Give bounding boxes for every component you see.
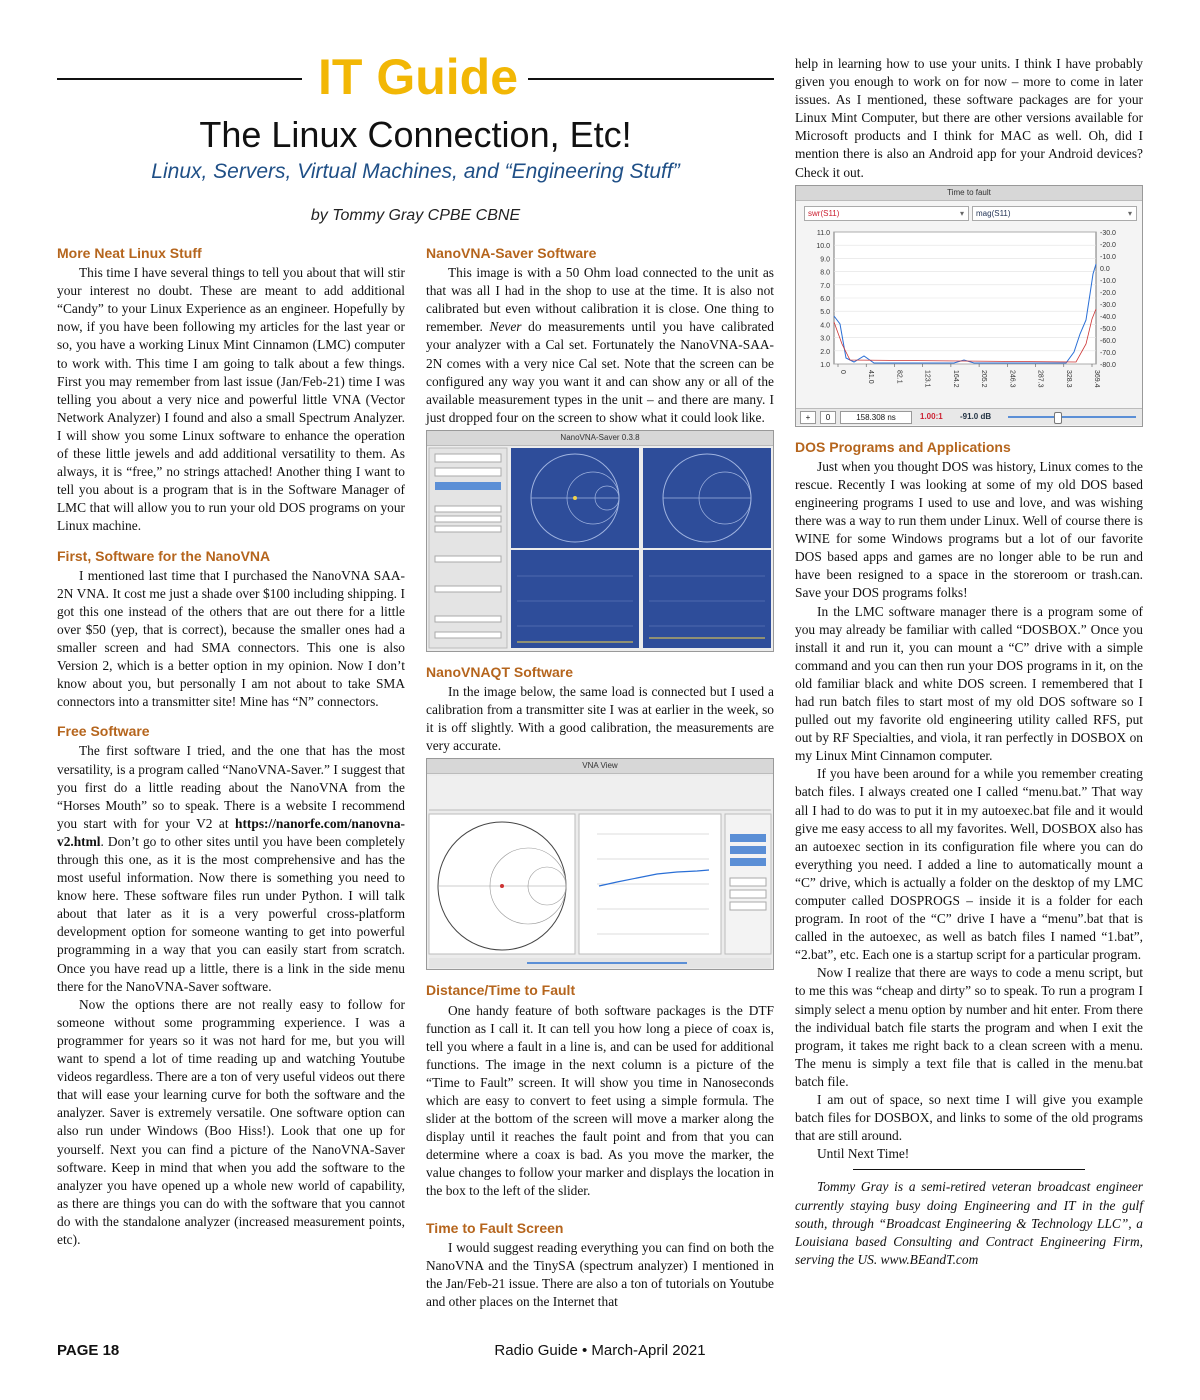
heading-nanovna-saver: NanoVNA-Saver Software (426, 245, 597, 261)
article-subtitle: Linux, Servers, Virtual Machines, and “Engineering Stuff” (151, 160, 680, 183)
x-tick-label: 123.1 (923, 369, 931, 388)
header-rule-right (528, 78, 774, 80)
x-tick-label: 0 (839, 369, 846, 374)
paragraph: Now the options there are not really easy to follow for someone without some programming experience. I was a programmer for years so it was not hard for me, but you will want to spend a lot of time reading up and watching Youtube videos regardless. There are a ton of very useful videos out there that will ease your learning curve for both the software and the analyzer. Saver is extremely versatile. One software option can also run under Windows (Boo Hiss!). Look that one up for yourself. Next you can find a picture of the NanoVNA-Saver software. Keep in mind that when you add the software to the analyzer you have opened up a whole new world of capability, as there are things you can do with the software that you cannot do with the standalone analyzer (increased measurement points, etc). (57, 996, 405, 1247)
y-left-tick-label: 9.0 (820, 256, 830, 264)
paragraph: Just when you thought DOS was history, Linux comes to the rescue. Recently I was looking at some of my old DOS based engineering programs I used to use and love, and was wishing there was a way to run them under Linux. Well of course there is WINE for some Windows programs but a lot of our favorite DOS based apps and games are no longer able to be run and have been resigned to a space in the storeroom or trash.can. Save your DOS programs folks! (795, 458, 1143, 601)
heading-software-nanovna: First, Software for the NanoVNA (57, 547, 271, 564)
x-tick-label: 246.3 (1008, 369, 1016, 388)
paragraph (57, 742, 405, 995)
text: . Don’t go to other sites until you have been completely through this one, as it is the most comprehensive and has the most useful information. Now there is something you need to know here. These software files run under Python. I will talk about that later as it is a very powerful cross-platform development option for someone wanting to get into powerful programming in a way that you can easily start from scratch. Once you have read up a little, there is a link in the side menu there for the NanoVNA-Saver software. (57, 833, 405, 994)
add-marker-button[interactable]: + (800, 411, 816, 424)
trace-select-left[interactable] (804, 206, 969, 221)
chevron-down-icon: ▾ (959, 208, 964, 218)
window-title: Time to fault (796, 186, 1142, 201)
paragraph: Now I realize that there are ways to code a menu script, but to me this was “cheap and dirty” so to speak. To run a program I simply select a menu option by number and hit enter. From there the individual batch file starts the program and when I exit the program, it takes me right back to a clean screen with a menu. The menu is simply a text file that is called in the menu.bat batch file. (795, 965, 1143, 1089)
text: This image is with a 50 Ohm load connected to the unit as that was all I had in the shop to use at the time. It is also not calibrated but even without calibration it is close. One thing to remember. (426, 265, 774, 335)
article-byline: by Tommy Gray CPBE CBNE (310, 207, 521, 224)
nanovnaqt-panels (427, 774, 773, 969)
swr-readout: 1.00:1 (920, 411, 943, 421)
x-tick-label: 328.3 (1064, 369, 1072, 388)
y-right-tick-label: -30.0 (1100, 301, 1116, 309)
y-right-tick-label: -70.0 (1100, 349, 1116, 357)
x-tick-label: 369.4 (1093, 369, 1100, 388)
paragraph: I am out of space, so next time I will give you example batch files for DOSBOX, and links to some of the old programs that are still around. (795, 1092, 1143, 1144)
header-rule-left (57, 78, 302, 80)
author-bio: Tommy Gray is a semi-retired veteran broadcast engineer currently staying busy doing Engineering and IT in the gulf south, through “Broadcast Engineering & Technology LLC”, a Louisiana based Consulting and Contract Engineering Firm, serving the US. www.BEandT.com (795, 1179, 1143, 1267)
chevron-down-icon: ▾ (1127, 208, 1132, 218)
x-tick-label: 205.2 (980, 369, 988, 388)
y-right-tick-label: 0.0 (1100, 265, 1110, 273)
y-right-tick-label: -50.0 (1100, 325, 1116, 333)
paragraph: help in learning how to use your units. I think I have probably given you enough to work on for now – more to come in later issues. As I mentioned, these software packages are for your Linux Mint Computer, but there are other versions available for Microsoft products and I think for MAC as well. Oh, did I mention there is also an Android app for your Android devices? Check it out. (795, 56, 1143, 180)
paragraph: I mentioned last time that I purchased the NanoVNA SAA-2N VNA. It cost me just a shade over $100 including shipping. I got this one instead of the others that are out there for a little over $50 (yep, that is correct), because the smaller ones had a smaller screen and had SMA connectors. This one is also Version 2, which is a better option in my opinion. Now I don’t know about you, but personally I am not about to take SMA connectors into a transmitter site! Mine has “N” connectors. (57, 567, 405, 710)
trace-select-right-value: mag(S11) (976, 208, 1011, 218)
marker-slider-handle[interactable] (1054, 412, 1062, 424)
section-brand: IT Guide (318, 49, 518, 105)
time-value-box[interactable]: 158.308 ns (840, 411, 912, 424)
paragraph: One handy feature of both software packages is the DTF function as I call it. It can tell you how long a piece of coax is, tell you where a fault in a line is, and can be used for additional functions. The image in the next column is a picture of the “Time to Fault” screen. It will show you time in Nanoseconds which are easy to convert to feet using a simple formula. The slider at the bottom of the screen will move a marker along the display until it reaches the fault point and from that you can determine where a coax is bad. As you move the marker, the value changes to follow your marker and displays the location in the box to the left of the slider. (426, 1002, 774, 1199)
y-right-tick-label: -10.0 (1100, 277, 1116, 285)
x-tick-label: 164.2 (951, 369, 959, 388)
paragraph: In the image below, the same load is connected but I used a calibration from a transmitter site I was at earlier in the week, so it is off slightly. With a good calibration, the measurements are very accurate. (426, 684, 774, 754)
article-title: The Linux Connection, Etc! (199, 114, 632, 155)
y-right-tick-label: -80.0 (1100, 361, 1116, 369)
y-right-tick-label: -10.0 (1100, 253, 1116, 261)
y-left-tick-label: 11.0 (816, 229, 830, 237)
x-tick-label: 82.1 (895, 369, 903, 384)
y-right-tick-label: -30.0 (1100, 229, 1116, 237)
y-right-tick-label: -40.0 (1100, 313, 1116, 321)
y-right-tick-label: -20.0 (1100, 241, 1116, 249)
y-left-tick-label: 7.0 (820, 282, 830, 290)
paragraph: This time I have several things to tell you about that will stir your interest no doubt. These are meant to add additional “Candy” to your Linux Experience as an engineer. Hopefully by now, if you have been following my articles for the last year or so, you have a working Linux Mint Cinnamon (LMC) computer to work with. This time I am going to talk about a few things. First you may remember from last issue (Jan/Feb-21) time I was telling you about a very nice and powerful little VNA (Vector Network Analyzer) I found and also a small Spectrum Analyzer. I will show you some Linux software to enhance the operation of these little jewels and add additional versatility to them. As always, it is “free,” no strings attached! Another thing I want to tell you about is a program that is in the Software Manager of LMC that will allow you to run your old DOS programs on your Linux machine. (57, 265, 405, 534)
page-number: PAGE 18 (57, 1342, 120, 1359)
ttf-statusbar (796, 408, 1142, 425)
trace-select-right[interactable] (972, 206, 1137, 221)
y-left-tick-label: 6.0 (820, 295, 830, 303)
paragraph: I would suggest reading everything you can find on both the NanoVNA and the TinySA (spectrum analyzer) I mentioned in the Jan/Feb-21 issue. There are also a ton of tutorials on Youtube and other places on the Internet that (426, 1239, 774, 1309)
trace-select-left-value: swr(S11) (808, 208, 840, 218)
footer-publication: Radio Guide • March-April 2021 (494, 1342, 706, 1359)
db-readout: -91.0 dB (960, 411, 992, 421)
heading-free-software: Free Software (57, 723, 150, 740)
paragraph: Until Next Time! (817, 1146, 910, 1162)
column-2 (426, 244, 774, 1311)
time-to-fault-chart (796, 224, 1142, 406)
nanovna-saver-screenshot (426, 430, 774, 652)
y-right-tick-label: -20.0 (1100, 289, 1116, 297)
paragraph: In the LMC software manager there is a program some of you may already be familiar with called “DOSBOX.” Once you install it and run it, you can mount a “C” drive with a simple command and you can then run your DOS programs in it, on the old familiar black and white DOS screen. I remembered that I had run batch files to start most of my old DOS software so I pulled out my favorite old engineering utility called RFS, put out by RF Specialties, and viola, it ran perfectly in DOSBOX on my Linux Mint Cinnamon computer. (795, 603, 1143, 764)
bio-separator (853, 1169, 1085, 1170)
y-left-tick-label: 1.0 (820, 361, 830, 369)
marker-slider-track[interactable] (1008, 416, 1136, 418)
y-left-tick-label: 2.0 (820, 348, 830, 356)
heading-more-neat-linux: More Neat Linux Stuff (57, 245, 202, 261)
y-right-tick-label: -60.0 (1100, 337, 1116, 345)
emphasis: Never (489, 319, 522, 335)
heading-nanovnaqt: NanoVNAQT Software (426, 663, 574, 680)
y-left-tick-label: 10.0 (816, 242, 830, 250)
paragraph: If you have been around for a while you remember creating batch files. I always created one I called “menu.bat.” That way all I had to do was to put it in my autoexec.bat file and it would give me easy access to all my favorites. Well, DOSBOX also has an autoexec section in its configuration file where you can do everything you need. I added a line to automatically mount a “C” drive, which is actually a folder on the desktop of my LMC computer called DOSPROGS – inside it is a folder for each program. In root of the “C” drive I have a “menu”.bat that is called in the autoexec, as well as batch files I named “1.bat”, “2.bat”, etc. Each one is a startup script for a particular program. (795, 766, 1143, 963)
y-left-tick-label: 3.0 (820, 335, 830, 343)
time-to-fault-screenshot (795, 185, 1143, 427)
y-left-tick-label: 5.0 (820, 308, 830, 316)
y-left-tick-label: 8.0 (820, 269, 830, 277)
column-1 (57, 244, 405, 1249)
text: do measurements until you have calibrated your analyzer with a Cal set. Fortunately the NanoVNA-SAA-2N comes with a very nice Cal set. Note that the screen can be configured any way you want it and can show any or all of the available measurement types in the unit – and there are many. I just dropped four on the screen to show what it could look like. (426, 319, 775, 425)
x-tick-label: 41.0 (867, 369, 875, 384)
nanovna-saver-panels (427, 446, 773, 651)
heading-time-to-fault-screen: Time to Fault Screen (426, 1219, 564, 1236)
y-left-tick-label: 4.0 (820, 322, 830, 330)
paragraph (426, 264, 774, 427)
x-tick-label: 287.3 (1036, 369, 1044, 388)
nanovnaqt-screenshot (426, 758, 774, 970)
nanorfe-link[interactable]: https://nanorfe.com/nanovna-v2.html (57, 815, 405, 849)
text: The first software I tried, and the one that has the most versatility, is a program called “NanoVNA-Saver.” I suggest that you first do a little reading about the NanoVNA from the “Horses Mouth” so to speak. There is a website I recommend you start with for your V2 at (57, 743, 405, 831)
heading-dos-programs: DOS Programs and Applications (795, 438, 1011, 455)
heading-distance-time-fault: Distance/Time to Fault (426, 982, 576, 999)
window-title: VNA View (427, 759, 773, 774)
window-title: NanoVNA-Saver 0.3.8 (427, 431, 773, 446)
column-3 (795, 55, 1143, 1269)
marker-index[interactable]: 0 (820, 411, 836, 424)
